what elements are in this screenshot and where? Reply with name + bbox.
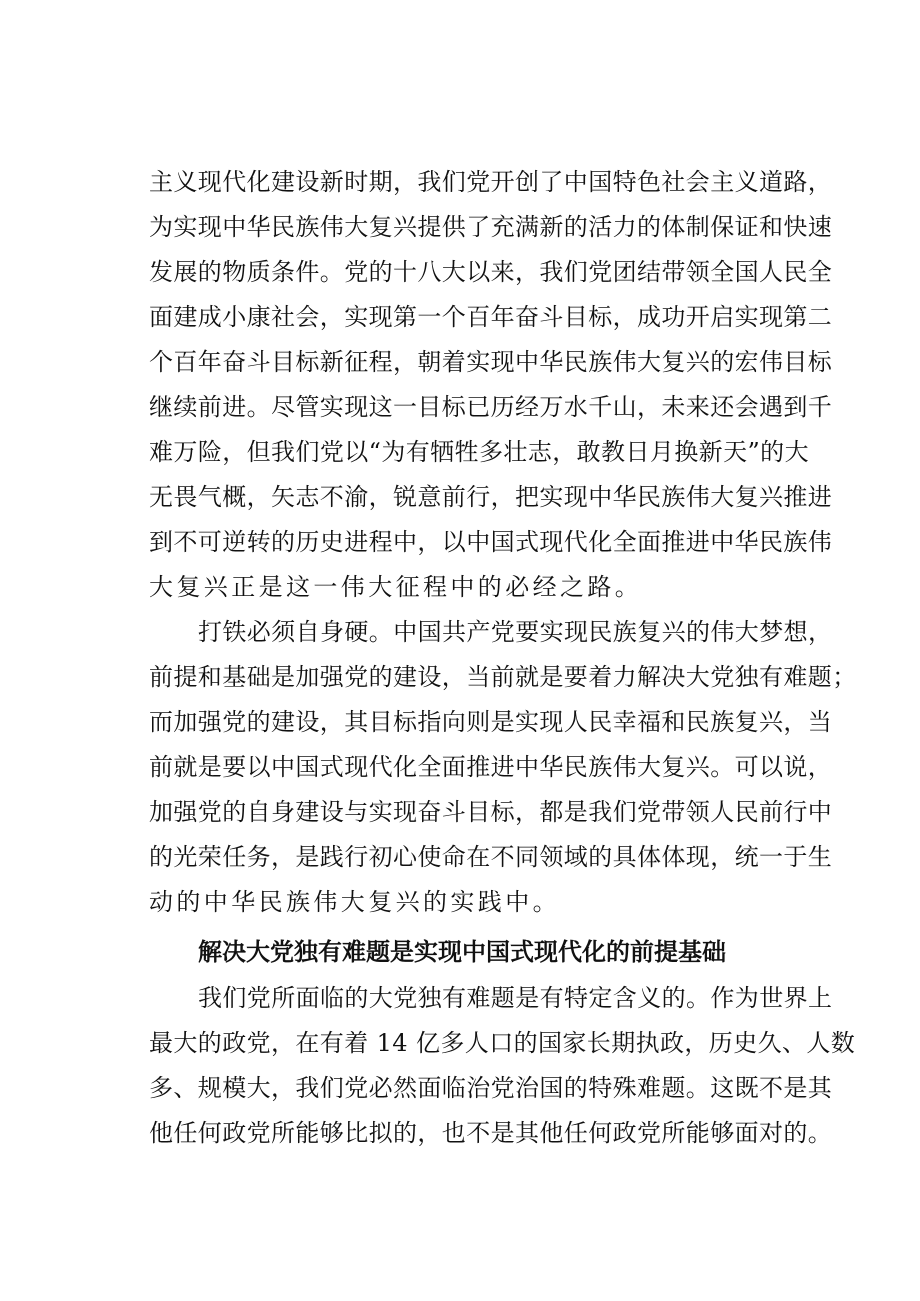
paragraph-line: 继续前进。尽管实现这一目标已历经万水千山，未来还会遇到千 [149, 393, 833, 421]
paragraph-line: 难万险，但我们党以“为有牺牲多壮志，敢教日月换新天”的大 [149, 438, 809, 466]
paragraph-line: 为实现中华民族伟大复兴提供了充满新的活力的体制保证和快速 [149, 213, 833, 241]
paragraph-line: 到不可逆转的历史进程中，以中国式现代化全面推进中华民族伟 [149, 528, 833, 556]
paragraph-line: 最大的政党，在有着 14 亿多人口的国家长期执政，历史久、人数 [149, 1029, 856, 1057]
paragraph-line: 前就是要以中国式现代化全面推进中华民族伟大复兴。可以说， [149, 753, 833, 781]
paragraph-line: 而加强党的建设，其目标指向则是实现人民幸福和民族复兴，当 [149, 708, 833, 736]
paragraph-line: 主义现代化建设新时期，我们党开创了中国特色社会主义道路， [149, 168, 833, 196]
paragraph-first-line: 打铁必须自身硬。中国共产党要实现民族复兴的伟大梦想， [198, 618, 833, 646]
paragraph-first-line: 我们党所面临的大党独有难题是有特定含义的。作为世界上 [198, 984, 833, 1012]
paragraph-line: 个百年奋斗目标新征程，朝着实现中华民族伟大复兴的宏伟目标 [149, 348, 833, 376]
paragraph-line: 他任何政党所能够比拟的，也不是其他任何政党所能够面对的。 [149, 1119, 833, 1147]
paragraph-line: 大复兴正是这一伟大征程中的必经之路。 [149, 573, 643, 601]
section-heading: 解决大党独有难题是实现中国式现代化的前提基础 [198, 938, 726, 966]
paragraph-line: 前提和基础是加强党的建设，当前就是要着力解决大党独有难题； [149, 663, 857, 691]
paragraph-line: 的光荣任务，是践行初心使命在不同领域的具体体现，统一于生 [149, 843, 833, 871]
paragraph-line: 动的中华民族伟大复兴的实践中。 [149, 888, 560, 916]
paragraph-line: 多、规模大，我们党必然面临治党治国的特殊难题。这既不是其 [149, 1074, 833, 1102]
paragraph-line: 无畏气概，矢志不渝，锐意前行，把实现中华民族伟大复兴推进 [149, 483, 833, 511]
paragraph-line: 发展的物质条件。党的十八大以来，我们党团结带领全国人民全 [149, 258, 833, 286]
paragraph-line: 面建成小康社会，实现第一个百年奋斗目标，成功开启实现第二 [149, 303, 833, 331]
paragraph-line: 加强党的自身建设与实现奋斗目标，都是我们党带领人民前行中 [149, 798, 833, 826]
